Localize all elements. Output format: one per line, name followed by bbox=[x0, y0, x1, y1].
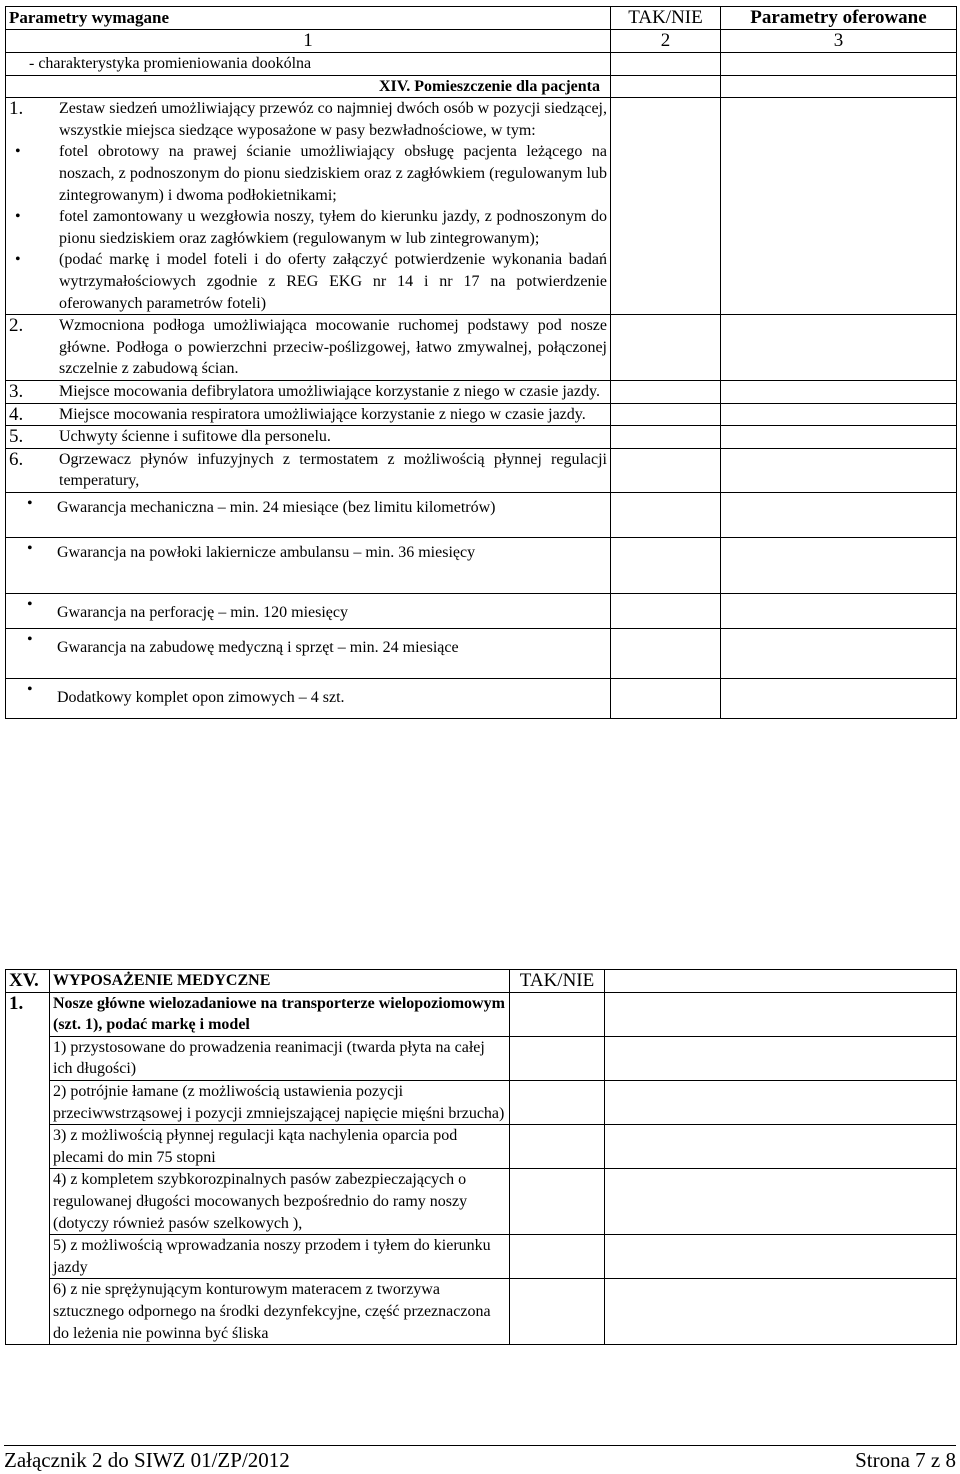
header-required: Parametry wymagane bbox=[6, 7, 611, 30]
bullet-item: • (podać markę i model foteli i do oferty załączyć potwierdzenie wykonania badań wytrzymałościowych zgodnie z REG EKG nr 14 i nr 17 na potwierdzenie oferowanych parametrów foteli) bbox=[59, 249, 607, 314]
bullet-item: • fotel zamontowany u wezgłowia noszy, tyłem do kierunku jazdy, z podnoszonym do pionu siedziskiem oraz zagłówkiem (regulowanym w lub zintegrowanym); bbox=[59, 206, 607, 249]
spec-row: 5) z możliwością wprowadzania noszy przodem i tyłem do kierunku jazdy bbox=[50, 1235, 510, 1279]
section-title: XIV. Pomieszczenie dla pacjenta bbox=[6, 75, 611, 98]
col-num-2: 2 bbox=[611, 30, 721, 53]
item-number: 1. bbox=[6, 992, 50, 1345]
item-3: 3. Miejsce mocowania defibrylatora umożliwiające korzystanie z niego w czasie jazdy. bbox=[6, 380, 611, 403]
spec-row: 1) przystosowane do prowadzenia reanimacji (twarda płyta na całej ich długości) bbox=[50, 1036, 510, 1080]
item-number: 1. bbox=[9, 98, 24, 120]
warranty-3: • Gwarancja na perforację – min. 120 miesięcy bbox=[6, 593, 611, 628]
item-6: 6. Ogrzewacz płynów infuzyjnych z termostatem z możliwością płynnej regulacji temperatury, bbox=[6, 448, 611, 492]
bullet-item: • fotel obrotowy na prawej ścianie umożliwiający obsługę pacjenta leżącego na noszach, z podnoszonym do pionu siedziskiem oraz z zagłówkiem (regulowanym lub zintegrowanym) i dwoma podłokietnikami; bbox=[59, 141, 607, 206]
requirements-table bbox=[5, 6, 957, 719]
header-tak-nie: TAK/NIE bbox=[611, 7, 721, 30]
item-2: 2. Wzmocniona podłoga umożliwiająca mocowanie ruchomej podstawy pod nosze główne. Podłoga o powierzchni przeciw-poślizgowej, łatwo zmywalnej, połączonej szczelnie z zabudową ścian. bbox=[6, 315, 611, 381]
item-text: Zestaw siedzeń umożliwiający przewóz co najmniej dwóch osób w pozycji siedzącej, wszystkie miejsca siedzące wyposażone w pasy bezwładnościowe, w tym: bbox=[59, 100, 607, 139]
warranty-5: • Dodatkowy komplet opon zimowych – 4 szt. bbox=[6, 678, 611, 718]
item-title: Nosze główne wielozadaniowe na transporterze wielopoziomowym (szt. 1), podać markę i model bbox=[50, 992, 510, 1036]
col-num-3: 3 bbox=[721, 30, 957, 53]
footer-page-number: Strona 7 z 8 bbox=[855, 1448, 956, 1472]
section-number: XV. bbox=[6, 970, 50, 993]
medical-equipment-table bbox=[5, 969, 957, 1345]
col-num-1: 1 bbox=[6, 30, 611, 53]
page-footer bbox=[4, 1445, 956, 1473]
item-4: 4. Miejsce mocowania respiratora umożliwiające korzystanie z niego w czasie jazdy. bbox=[6, 403, 611, 426]
item-1 bbox=[6, 98, 611, 315]
header-tak-nie: TAK/NIE bbox=[510, 970, 605, 993]
item-5: 5. Uchwyty ścienne i sufitowe dla personelu. bbox=[6, 426, 611, 449]
spec-row: 2) potrójnie łamane (z możliwością ustawienia pozycji przeciwwstrząsowej i pozycji zmniejszającej napięcie mięśni brzucha) bbox=[50, 1080, 510, 1124]
warranty-4: • Gwarancja na zabudowę medyczną i sprzęt – min. 24 miesiące bbox=[6, 628, 611, 678]
header-offered: Parametry oferowane bbox=[721, 7, 957, 30]
section-title: WYPOSAŻENIE MEDYCZNE bbox=[50, 970, 510, 993]
spec-row: 3) z możliwością płynnej regulacji kąta nachylenia oparcia pod plecami do min 75 stopni bbox=[50, 1125, 510, 1169]
warranty-1: • Gwarancja mechaniczna – min. 24 miesiące (bez limitu kilometrów) bbox=[6, 492, 611, 537]
radiation-row: - charakterystyka promieniowania dookólna bbox=[6, 53, 611, 76]
warranty-2: • Gwarancja na powłoki lakiernicze ambulansu – min. 36 miesięcy bbox=[6, 537, 611, 593]
spec-row: 6) z nie sprężynującym konturowym materacem z tworzywa sztucznego odpornego na środki dezynfekcyjne, część przeznaczona do leżenia nie powinna być śliska bbox=[50, 1279, 510, 1345]
footer-attachment: Załącznik 2 do SIWZ 01/ZP/2012 bbox=[4, 1448, 290, 1472]
spec-row: 4) z kompletem szybkorozpinalnych pasów zabezpieczających o regulowanej długości mocowanych bezpośrednio do ramy noszy (dotyczy również pasów szelkowych ), bbox=[50, 1169, 510, 1235]
